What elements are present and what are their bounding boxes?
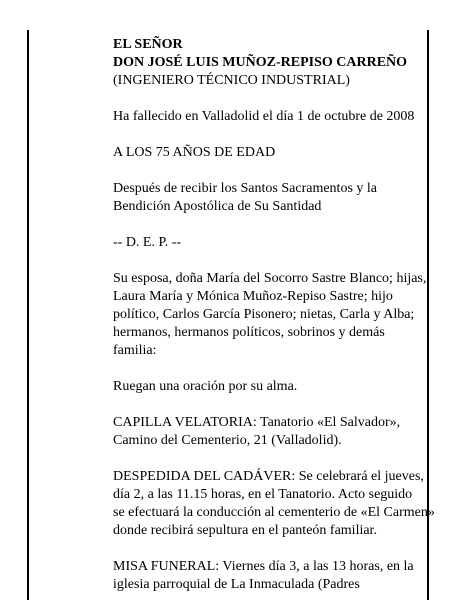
- family-line-4: hermanos, hermanos políticos, sobrinos y demás: [113, 325, 385, 340]
- family-line-3: político, Carlos García Pisonero; nietas, Carla y Alba;: [113, 307, 415, 322]
- mass-line-1: MISA FUNERAL: Viernes día 3, a las 13 horas, en la: [113, 559, 414, 574]
- family-line-2: Laura María y Mónica Muñoz-Repiso Sastre; hijo: [113, 289, 393, 304]
- title-line-1: EL SEÑOR: [113, 37, 183, 52]
- sacraments-line-1: Después de recibir los Santos Sacramentos y la: [113, 181, 377, 196]
- mass-line-2: iglesia parroquial de La Inmaculada (Padres: [113, 577, 360, 592]
- prayer-line: Ruegan una oración por su alma.: [113, 379, 298, 394]
- age-line: A LOS 75 AÑOS DE EDAD: [113, 145, 276, 160]
- deceased-name: DON JOSÉ LUIS MUÑOZ-REPISO CARREÑO: [113, 55, 408, 70]
- farewell-line-1: DESPEDIDA DEL CADÁVER: Se celebrará el jueves,: [113, 469, 424, 484]
- death-notice: Ha fallecido en Valladolid el día 1 de octubre de 2008: [113, 109, 415, 124]
- chapel-line-2: Camino del Cementerio, 21 (Valladolid).: [113, 433, 342, 448]
- family-line-1: Su esposa, doña María del Socorro Sastre Blanco; hijas,: [113, 271, 427, 286]
- obituary-text: [113, 36, 433, 594]
- left-border-line: [27, 30, 29, 600]
- farewell-line-4: donde recibirá sepultura en el panteón familiar.: [113, 523, 377, 538]
- deceased-profession: (INGENIERO TÉCNICO INDUSTRIAL): [113, 73, 350, 88]
- rip-line: -- D. E. P. --: [113, 235, 182, 250]
- sacraments-line-2: Bendición Apostólica de Su Santidad: [113, 199, 322, 214]
- farewell-line-3: se efectuará la conducción al cementerio de «El Carmen»: [113, 505, 435, 520]
- chapel-line-1: CAPILLA VELATORIA: Tanatorio «El Salvador»,: [113, 415, 401, 430]
- family-line-5: familia:: [113, 343, 157, 358]
- farewell-line-2: día 2, a las 11.15 horas, en el Tanatorio. Acto seguido: [113, 487, 413, 502]
